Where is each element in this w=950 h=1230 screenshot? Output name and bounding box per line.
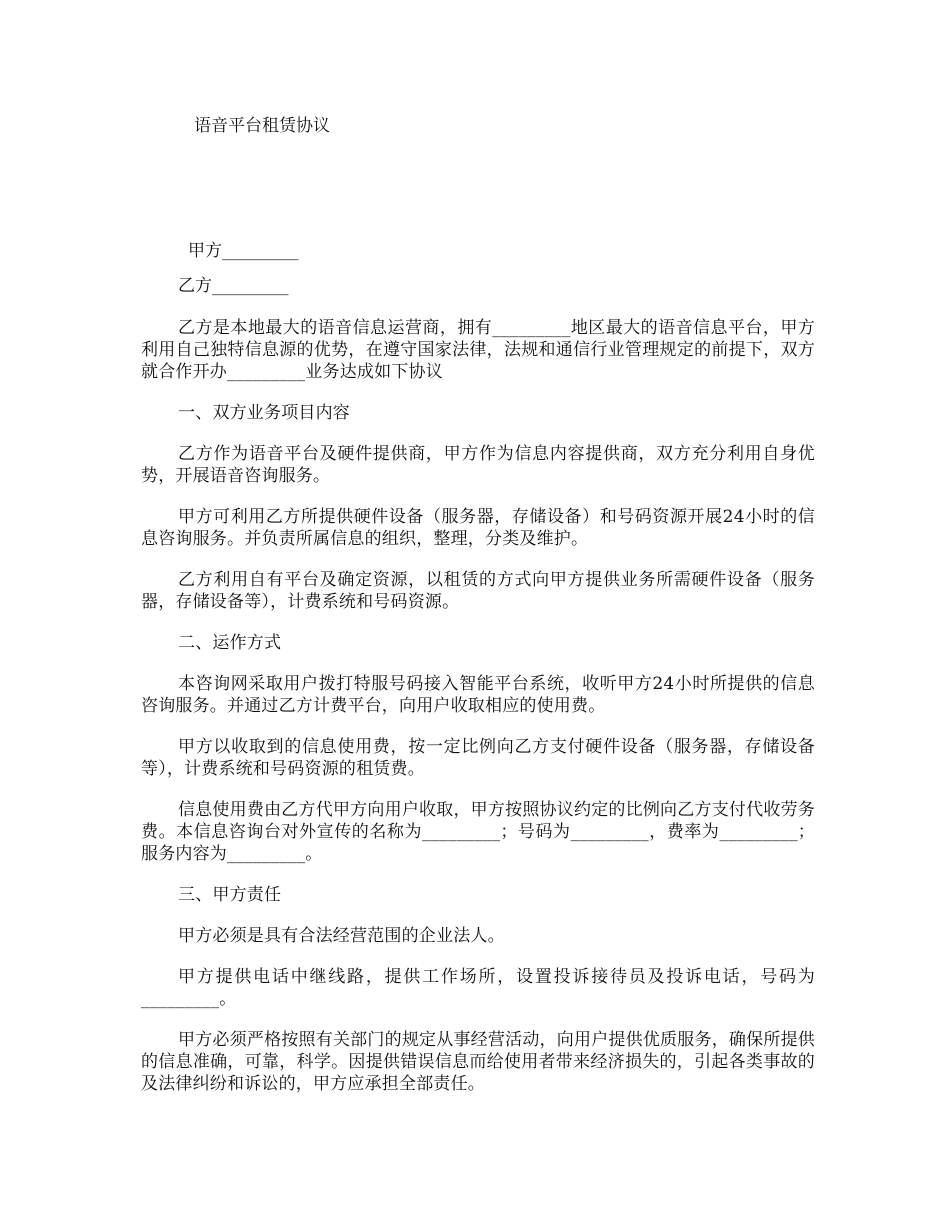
section2-paragraph-3: 信息使用费由乙方代甲方向用户收取，甲方按照协议约定的比例向乙方支付代收劳务费。本信息咨询台对外宣传的名称为_________；号码为_________，费率为_________；服务内容为_________。 — [141, 800, 815, 864]
section-heading-3: 三、甲方责任 — [178, 885, 282, 905]
party-a-line: 甲方_________ — [188, 241, 299, 261]
document-body — [141, 239, 815, 1095]
section2-paragraph-1: 本咨询网采取用户拨打特服号码接入智能平台系统，收听甲方24小时所提供的信息咨询服务。并通过乙方计费平台，向用户收取相应的使用费。 — [141, 674, 815, 716]
section3-paragraph-3: 甲方必须严格按照有关部门的规定从事经营活动，向用户提供优质服务，确保所提供的信息准确，可靠，科学。因提供错误信息而给使用者带来经济损失的，引起各类事故的及法律纠纷和诉讼的，甲方应承担全部责任。 — [141, 1030, 815, 1094]
section2-paragraph-2: 甲方以收取到的信息使用费，按一定比例向乙方支付硬件设备（服务器，存储设备等），计费系统和号码资源的租赁费。 — [141, 737, 815, 779]
section1-paragraph-2: 甲方可利用乙方所提供硬件设备（服务器，存储设备）和号码资源开展24小时的信息咨询服务。并负责所属信息的组织，整理，分类及维护。 — [141, 507, 815, 549]
section-heading-2: 二、运作方式 — [178, 633, 282, 653]
intro-paragraph: 乙方是本地最大的语音信息运营商，拥有_________地区最大的语音信息平台，甲方利用自己独特信息源的优势，在遵守国家法律，法规和通信行业管理规定的前提下，双方就合作开办_________业务达成如下协议 — [141, 318, 815, 382]
section-heading-1: 一、双方业务项目内容 — [178, 403, 350, 423]
party-b-line: 乙方_________ — [178, 276, 289, 296]
document-title: 语音平台租赁协议 — [194, 116, 330, 136]
section3-paragraph-1: 甲方必须是具有合法经营范围的企业法人。 — [178, 926, 505, 946]
section1-paragraph-1: 乙方作为语音平台及硬件提供商，甲方作为信息内容提供商，双方充分利用自身优势，开展语音咨询服务。 — [141, 444, 815, 486]
section3-paragraph-2: 甲方提供电话中继线路，提供工作场所，设置投诉接待员及投诉电话，号码为_________。 — [141, 967, 815, 1009]
section1-paragraph-3: 乙方利用自有平台及确定资源，以租赁的方式向甲方提供业务所需硬件设备（服务器，存储设备等），计费系统和号码资源。 — [141, 570, 815, 612]
